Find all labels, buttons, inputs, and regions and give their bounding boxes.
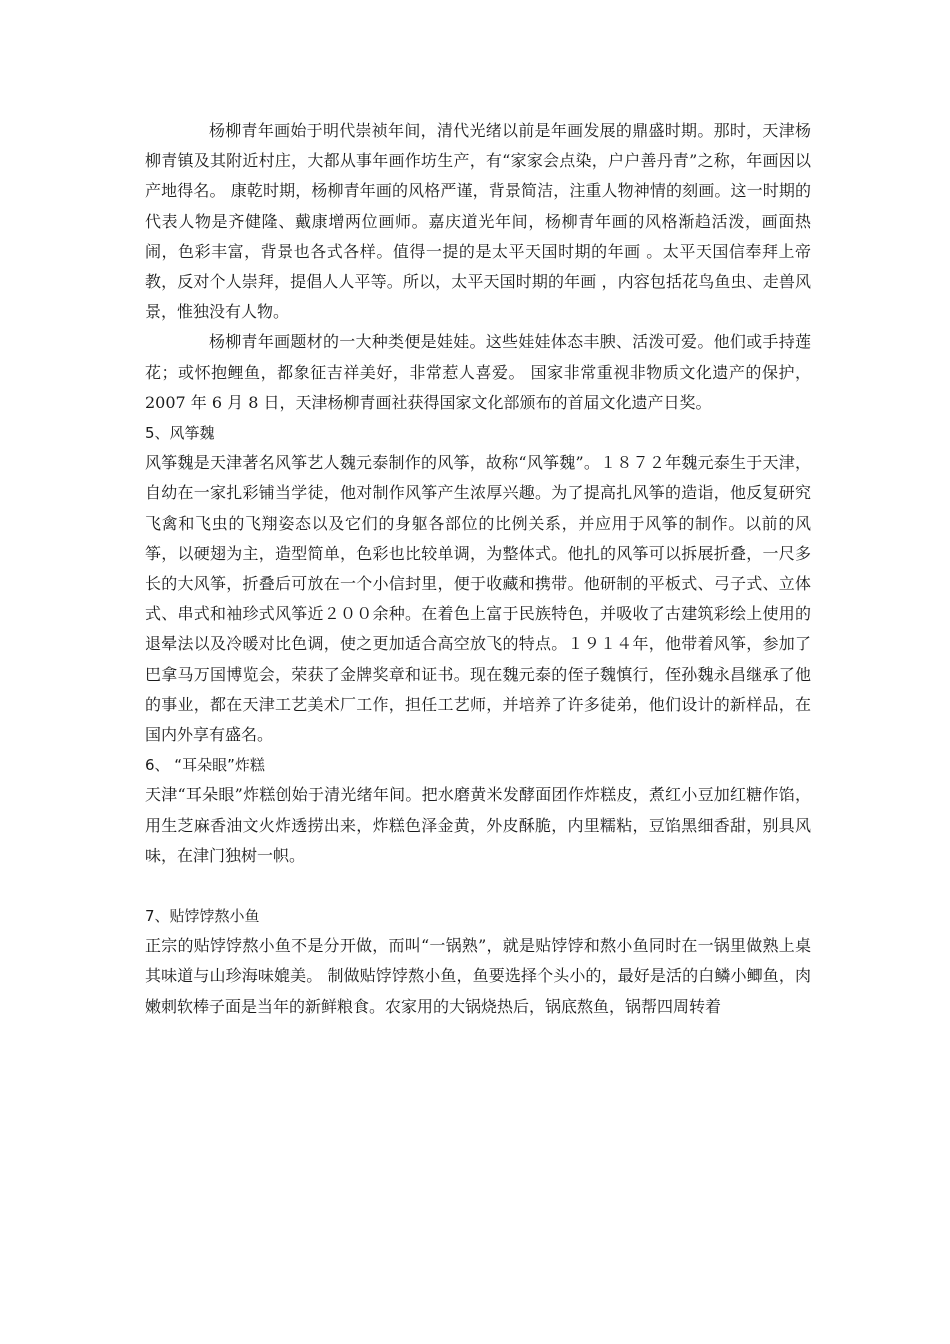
paragraph-erduoyan: 天津“耳朵眼”炸糕创始于清光绪年间。把水磨黄米发酵面团作炸糕皮，煮红小豆加红糖作馅，用生芝麻香油文火炸透捞出来，炸糕色泽金黄，外皮酥脆，内里糯粘，豆馅黑细香甜，别具风味，在津门独树一帜。	[145, 785, 811, 865]
blank-line	[145, 871, 811, 901]
section-heading-fengzhengwei: 5、风筝魏	[145, 424, 215, 443]
paragraph-fengzhengwei: 风筝魏是天津著名风筝艺人魏元泰制作的风筝，故称“风筝魏”。１８７２年魏元泰生于天津，自幼在一家扎彩铺当学徒，他对制作风筝产生浓厚兴趣。为了提高扎风筝的造诣，他反复研究飞禽和飞虫的飞翔姿态以及它们的身躯各部位的比例关系，并应用于风筝的制作。以前的风筝，以硬翅为主，造型简单，色彩也比较单调，为整体式。他扎的风筝可以拆展折叠，一尺多长的大风筝，折叠后可放在一个小信封里，便于收藏和携带。他研制的平板式、弓子式、立体式、串式和袖珍式风筝近２００余种。在着色上富于民族特色，并吸收了古建筑彩绘上使用的退晕法以及冷暖对比色调，使之更加适合高空放飞的特点。１９１４年，他带着风筝，参加了巴拿马万国博览会，荣获了金牌奖章和证书。现在魏元泰的侄子魏慎行，侄孙魏永昌继承了他的事业，都在天津工艺美术厂工作，担任工艺师，并培养了许多徒弟，他们设计的新样品，在国内外享有盛名。	[145, 453, 811, 745]
paragraph-tiebobo: 正宗的贴饽饽熬小鱼不是分开做，而叫“一锅熟”，就是贴饽饽和熬小鱼同时在一锅里做熟上桌其味道与山珍海味媲美。 制做贴饽饽熬小鱼，鱼要选择个头小的，最好是活的白鳞小鲫鱼，肉嫩刺软棒子面是当年的新鲜粮食。农家用的大锅烧热后，锅底熬鱼，锅帮四周转着	[145, 936, 811, 1016]
section-heading-tiebobo: 7、贴饽饽熬小鱼	[145, 907, 260, 926]
paragraph-yangliuqing-history: 杨柳青年画始于明代崇祯年间，清代光绪以前是年画发展的鼎盛时期。那时，天津杨柳青镇及其附近村庄，大都从事年画作坊生产，有“家家会点染，户户善丹青”之称，年画因以产地得名。 康乾时期，杨柳青年画的风格严谨，背景简洁，注重人物神情的刻画。这一时期的代表人物是齐健隆、戴康增两位画师。嘉庆道光年间，杨柳青年画的风格渐趋活泼，画面热闹，色彩丰富，背景也各式各样。值得一提的是太平天国时期的年画 。太平天国信奉拜上帝教，反对个人崇拜，提倡人人平等。所以，太平天国时期的年画 ，内容包括花鸟鱼虫、走兽风景，惟独没有人物。	[145, 121, 811, 322]
document-body	[145, 116, 811, 1022]
section-heading-erduoyan: 6、 “耳朵眼”炸糕	[145, 756, 265, 775]
paragraph-yangliuqing-dolls: 杨柳青年画题材的一大种类便是娃娃。这些娃娃体态丰腴、活泼可爱。他们或手持莲花；或怀抱鲤鱼，都象征吉祥美好，非常惹人喜爱。 国家非常重视非物质文化遗产的保护，2007 年 6 月 8 日，天津杨柳青画社获得国家文化部颁布的首届文化遗产日奖。	[145, 332, 811, 412]
